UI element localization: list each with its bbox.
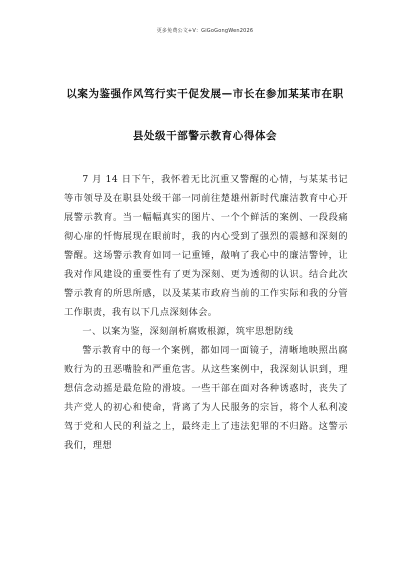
document-body [64, 170, 348, 455]
document-title-line-1: 以案为鉴强作风笃行实干促发展—市长在参加某某市在职 [66, 88, 344, 100]
section-heading-1: 一、以案为鉴，深刻剖析腐败根源，筑牢思想防线 [82, 326, 294, 337]
section-1-paragraph: 警示教育中的每一个案例，都如同一面镜子，清晰地映照出腐败行为的丑恶嘴脸和严重危害。从这些案例中，我深刻认识到，理想信念动摇是最危险的滑坡。一些干部在面对各种诱惑时，丧失了共产党人的初心和使命，背离了为人民服务的宗旨，将个人私利凌驾于党和人民的利益之上，最终走上了违法犯罪的不归路。这警示我们，理想 [64, 345, 348, 451]
intro-paragraph: 7 月 14 日下午，我怀着无比沉重又警醒的心情，与某某书记等市领导及在职县处级干部一同前往楚雄州新时代廉洁教育中心开展警示教育。当一幅幅真实的图片、一个个鲜活的案例、一段段痛彻心扉的忏悔展现在眼前时，我的内心受到了强烈的震撼和深刻的警醒。这场警示教育如同一记重锤，敲响了我心中的廉洁警钟，让我对作风建设的重要性有了更为深刻、更为透彻的认识。结合此次警示教育的所思所感，以及某某市政府当前的工作实际和我的分管工作职责，我有以下几点深刻体会。 [64, 174, 348, 318]
document-title-line-2: 县处级干部警示教育心得体会 [132, 130, 278, 142]
header-note: 更多免费公文+V：GiGoGongWen2026 [156, 28, 254, 34]
